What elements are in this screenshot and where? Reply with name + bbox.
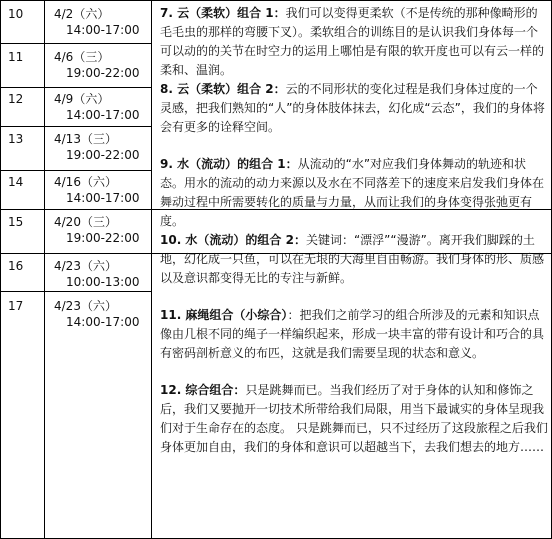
session-date: 4/23（六） (54, 299, 117, 313)
row-number: 15 (8, 215, 24, 229)
session-date: 4/9（六） (54, 92, 110, 106)
session-date: 4/16（六） (54, 175, 117, 189)
session-cell (54, 258, 140, 290)
session-time: 10:00-13:00 (66, 275, 140, 289)
session-cell (54, 49, 140, 81)
row-number: 13 (8, 132, 24, 146)
paragraph-title: 8. 云（柔软）组合 2： (160, 82, 286, 96)
paragraph-9 (160, 155, 548, 231)
session-date: 4/6（三） (54, 50, 110, 64)
spacer (160, 137, 548, 155)
session-date: 4/2（六） (54, 7, 110, 21)
session-time: 14:00-17:00 (66, 108, 140, 122)
session-time: 14:00-17:00 (66, 191, 140, 205)
session-time: 14:00-17:00 (66, 315, 140, 329)
paragraph-text: ：把我们之前学习的组合所涉及的元素和知识点像由几根不同的绳子一样编织起来，形成一块丰富的带有设计和巧合的具有密码剖析意义的布匹，这就是我们需要呈现的状态和意义。 (160, 308, 545, 360)
row-number: 17 (8, 299, 24, 313)
session-cell (54, 91, 140, 123)
row-number: 16 (8, 259, 24, 273)
paragraph-text: 关键词：“漂浮”“漫游”。离开我们脚踩的土地，幻化成一只鱼，可以在无垠的大海里自由畅游。我们身体的形、质感以及意识都变得无比的专注与新鲜。 (160, 233, 545, 285)
paragraph-text: 从流动的“水”对应我们身体舞动的轨迹和状态。用水的流动的动力来源以及水在不同落差下的速度来启发我们身体在舞动过程中所需要转化的质量与力量，从而让我们的身体变得张弛更有度。 (160, 157, 545, 228)
course-descriptions (160, 4, 548, 457)
paragraph-12 (160, 381, 548, 457)
session-time: 19:00-22:00 (66, 66, 140, 80)
paragraph-title: 12. 综合组合： (160, 383, 246, 397)
paragraph-text: 我们可以变得更柔软（不是传统的那种像畸形的毛毛虫的那样的弯腰下叉）。柔软组合的训练目的是认识我们身体每一个可以动的的关节在时空力的运用上哪怕是有限的软开度也可以有云一样的柔和、温润。 (160, 6, 545, 77)
session-cell (54, 298, 140, 330)
row-number: 14 (8, 175, 24, 189)
session-cell (54, 174, 140, 206)
spacer (160, 363, 548, 381)
paragraph-10 (160, 231, 548, 288)
paragraph-7 (160, 4, 548, 80)
session-time: 14:00-17:00 (66, 23, 140, 37)
spacer (160, 288, 548, 306)
paragraph-8 (160, 80, 548, 137)
session-date: 4/13（三） (54, 132, 117, 146)
paragraph-text: 只是跳舞而已。当我们经历了对于身体的认知和修饰之后，我们又要抛开一切技术所带给我们局限，用当下最诚实的身体呈现我们对于生命存在的态度。 只是跳舞而已，只不过经历了这段旅程之后我们身体更加自由，我们的身体和意识可以超越当下，去我们想去的地方…… (160, 383, 548, 454)
paragraph-text: 云的不同形状的变化过程是我们身体过度的一个灵感，把我们熟知的“人”的身体肢体抹去，幻化成“云态”，我们的身体将会有更多的诠释空间。 (160, 82, 545, 134)
session-date: 4/23（六） (54, 259, 117, 273)
session-time: 19:00-22:00 (66, 148, 140, 162)
session-date: 4/20（三） (54, 215, 117, 229)
session-time: 19:00-22:00 (66, 231, 140, 245)
row-number: 10 (8, 7, 24, 21)
row-number: 11 (8, 50, 24, 64)
paragraph-title: 11. 麻绳组合（小综合） (160, 308, 288, 322)
paragraph-title: 7. 云（柔软）组合 1： (160, 6, 286, 20)
paragraph-title: 10. 水（流动）的组合 2： (160, 233, 306, 247)
session-cell (54, 214, 140, 246)
paragraph-title: 9. 水（流动）的组合 1： (160, 157, 298, 171)
paragraph-11 (160, 306, 548, 363)
row-number: 12 (8, 92, 24, 106)
session-cell (54, 6, 140, 38)
session-cell (54, 131, 140, 163)
